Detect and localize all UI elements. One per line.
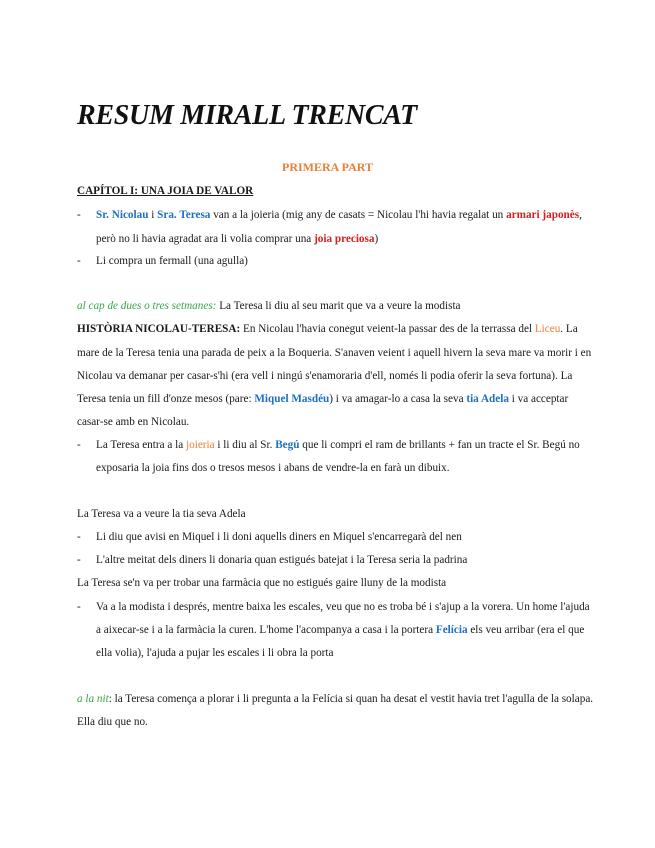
name-teresa: Sra. Teresa bbox=[157, 209, 211, 221]
text: a aixecar-se i a la farmàcia la curen. L'home l'acompanya a casa i la portera bbox=[96, 624, 436, 636]
history-line-4 bbox=[77, 392, 568, 406]
text: ) i va amagar-lo a casa la seva bbox=[329, 393, 467, 405]
bullet-dash: - bbox=[77, 554, 81, 566]
bullet-3 bbox=[96, 438, 580, 452]
bullet-2: Li compra un fermall (una agulla) bbox=[96, 255, 248, 267]
text: i va acceptar bbox=[508, 393, 569, 405]
paragraph-4: La Teresa se'n va per trobar una farmàcia que no estigués gaire lluny de la modista bbox=[77, 577, 447, 589]
time-marker: a la nit bbox=[77, 693, 109, 705]
text: En Nicolau l'havia conegut veient-la passar des de la terrassa del bbox=[240, 323, 535, 335]
text: els veu arribar (era el que bbox=[467, 624, 585, 636]
bullet-6-cont-2: ella volia), l'ajuda a pujar les escales i li obra la porta bbox=[96, 647, 334, 659]
text: . La bbox=[560, 323, 578, 335]
paragraph-1 bbox=[77, 299, 461, 313]
text: van a la joieria (mig any de casats = Nicolau l'hi havia regalat un bbox=[210, 209, 507, 221]
bullet-dash: - bbox=[77, 209, 81, 221]
paragraph-5 bbox=[77, 692, 593, 706]
name-felicia: Felícia bbox=[435, 624, 468, 636]
name-nicolau: Sr. Nicolau bbox=[96, 209, 149, 221]
place-liceu: Liceu bbox=[534, 323, 561, 335]
text: La Teresa entra a la bbox=[96, 439, 187, 451]
history-line-5: casar-se amb en Nicolau. bbox=[77, 416, 190, 428]
text: Teresa tenia un fill d'onze mesos (pare: bbox=[77, 393, 255, 405]
bullet-6: Va a la modista i després, mentre baixa les escales, veu que no es troba bé i s'ajup a la vorera. Un home l'ajuda bbox=[96, 601, 590, 613]
bullet-3-cont: exposaria la joia fins dos o tresos mesos i abans de vendre-la en farà un dibuix. bbox=[96, 462, 450, 474]
history-line-2: mare de la Teresa tenia una parada de peix a la Boqueria. S'anaven veient i aquell hivern la seva mare va morir i en bbox=[77, 347, 592, 359]
document-title: RESUM MIRALL TRENCAT bbox=[77, 100, 417, 131]
paragraph-5-cont: Ella diu que no. bbox=[77, 716, 148, 728]
paragraph-3: La Teresa va a veure la tia seva Adela bbox=[77, 508, 246, 520]
part-heading: PRIMERA PART bbox=[281, 160, 374, 174]
text: , bbox=[579, 209, 582, 221]
bullet-1-cont bbox=[96, 232, 378, 246]
time-marker: al cap de dues o tres setmanes: bbox=[77, 300, 217, 312]
bullet-dash: - bbox=[77, 255, 81, 267]
bullet-dash: - bbox=[77, 531, 81, 543]
object-joia: joia preciosa bbox=[314, 233, 375, 245]
chapter-heading bbox=[77, 184, 253, 198]
object-armari: armari japonès bbox=[506, 209, 580, 221]
text: i bbox=[148, 209, 158, 221]
chapter-title: CAPÍTOL I: UNA JOIA DE VALOR bbox=[77, 185, 254, 197]
text: i li diu al Sr. bbox=[214, 439, 276, 451]
text: però no li havia agradat ara li volia comprar una bbox=[96, 233, 315, 245]
name-begu: Begú bbox=[275, 439, 300, 451]
bullet-5: L'altre meitat dels diners li donaria quan estigués batejat i la Teresa seria la padrina bbox=[96, 554, 468, 566]
text: ) bbox=[374, 233, 379, 245]
bullet-4: Li diu que avisi en Miquel i li doni aquells diners en Miquel s'encarregarà del nen bbox=[96, 531, 462, 543]
text: : la Teresa comença a plorar i li pregunta a la Felícia si quan ha desat el vestit havia tret l'agulla de la solapa. bbox=[108, 693, 594, 705]
name-miquel: Miquel Masdéu bbox=[254, 393, 330, 405]
history-line-3: Nicolau va demanar per casar-s'hi (era vell i ningú s'enamoraria d'ell, només li podia oferir la seva fortuna). La bbox=[77, 370, 573, 382]
name-adela: tia Adela bbox=[466, 393, 509, 405]
text: La Teresa li diu al seu marit que va a veure la modista bbox=[216, 300, 461, 312]
bullet-dash: - bbox=[77, 439, 81, 451]
history-line-1 bbox=[77, 322, 578, 336]
bullet-dash: - bbox=[77, 601, 81, 613]
bullet-1 bbox=[96, 208, 582, 222]
text: que li compri el ram de brillants + fan un tracte el Sr. Begú no bbox=[299, 439, 580, 451]
place-joieria: joieria bbox=[186, 439, 215, 451]
bullet-6-cont bbox=[96, 623, 584, 637]
history-label: HISTÒRIA NICOLAU-TERESA: bbox=[77, 323, 241, 335]
